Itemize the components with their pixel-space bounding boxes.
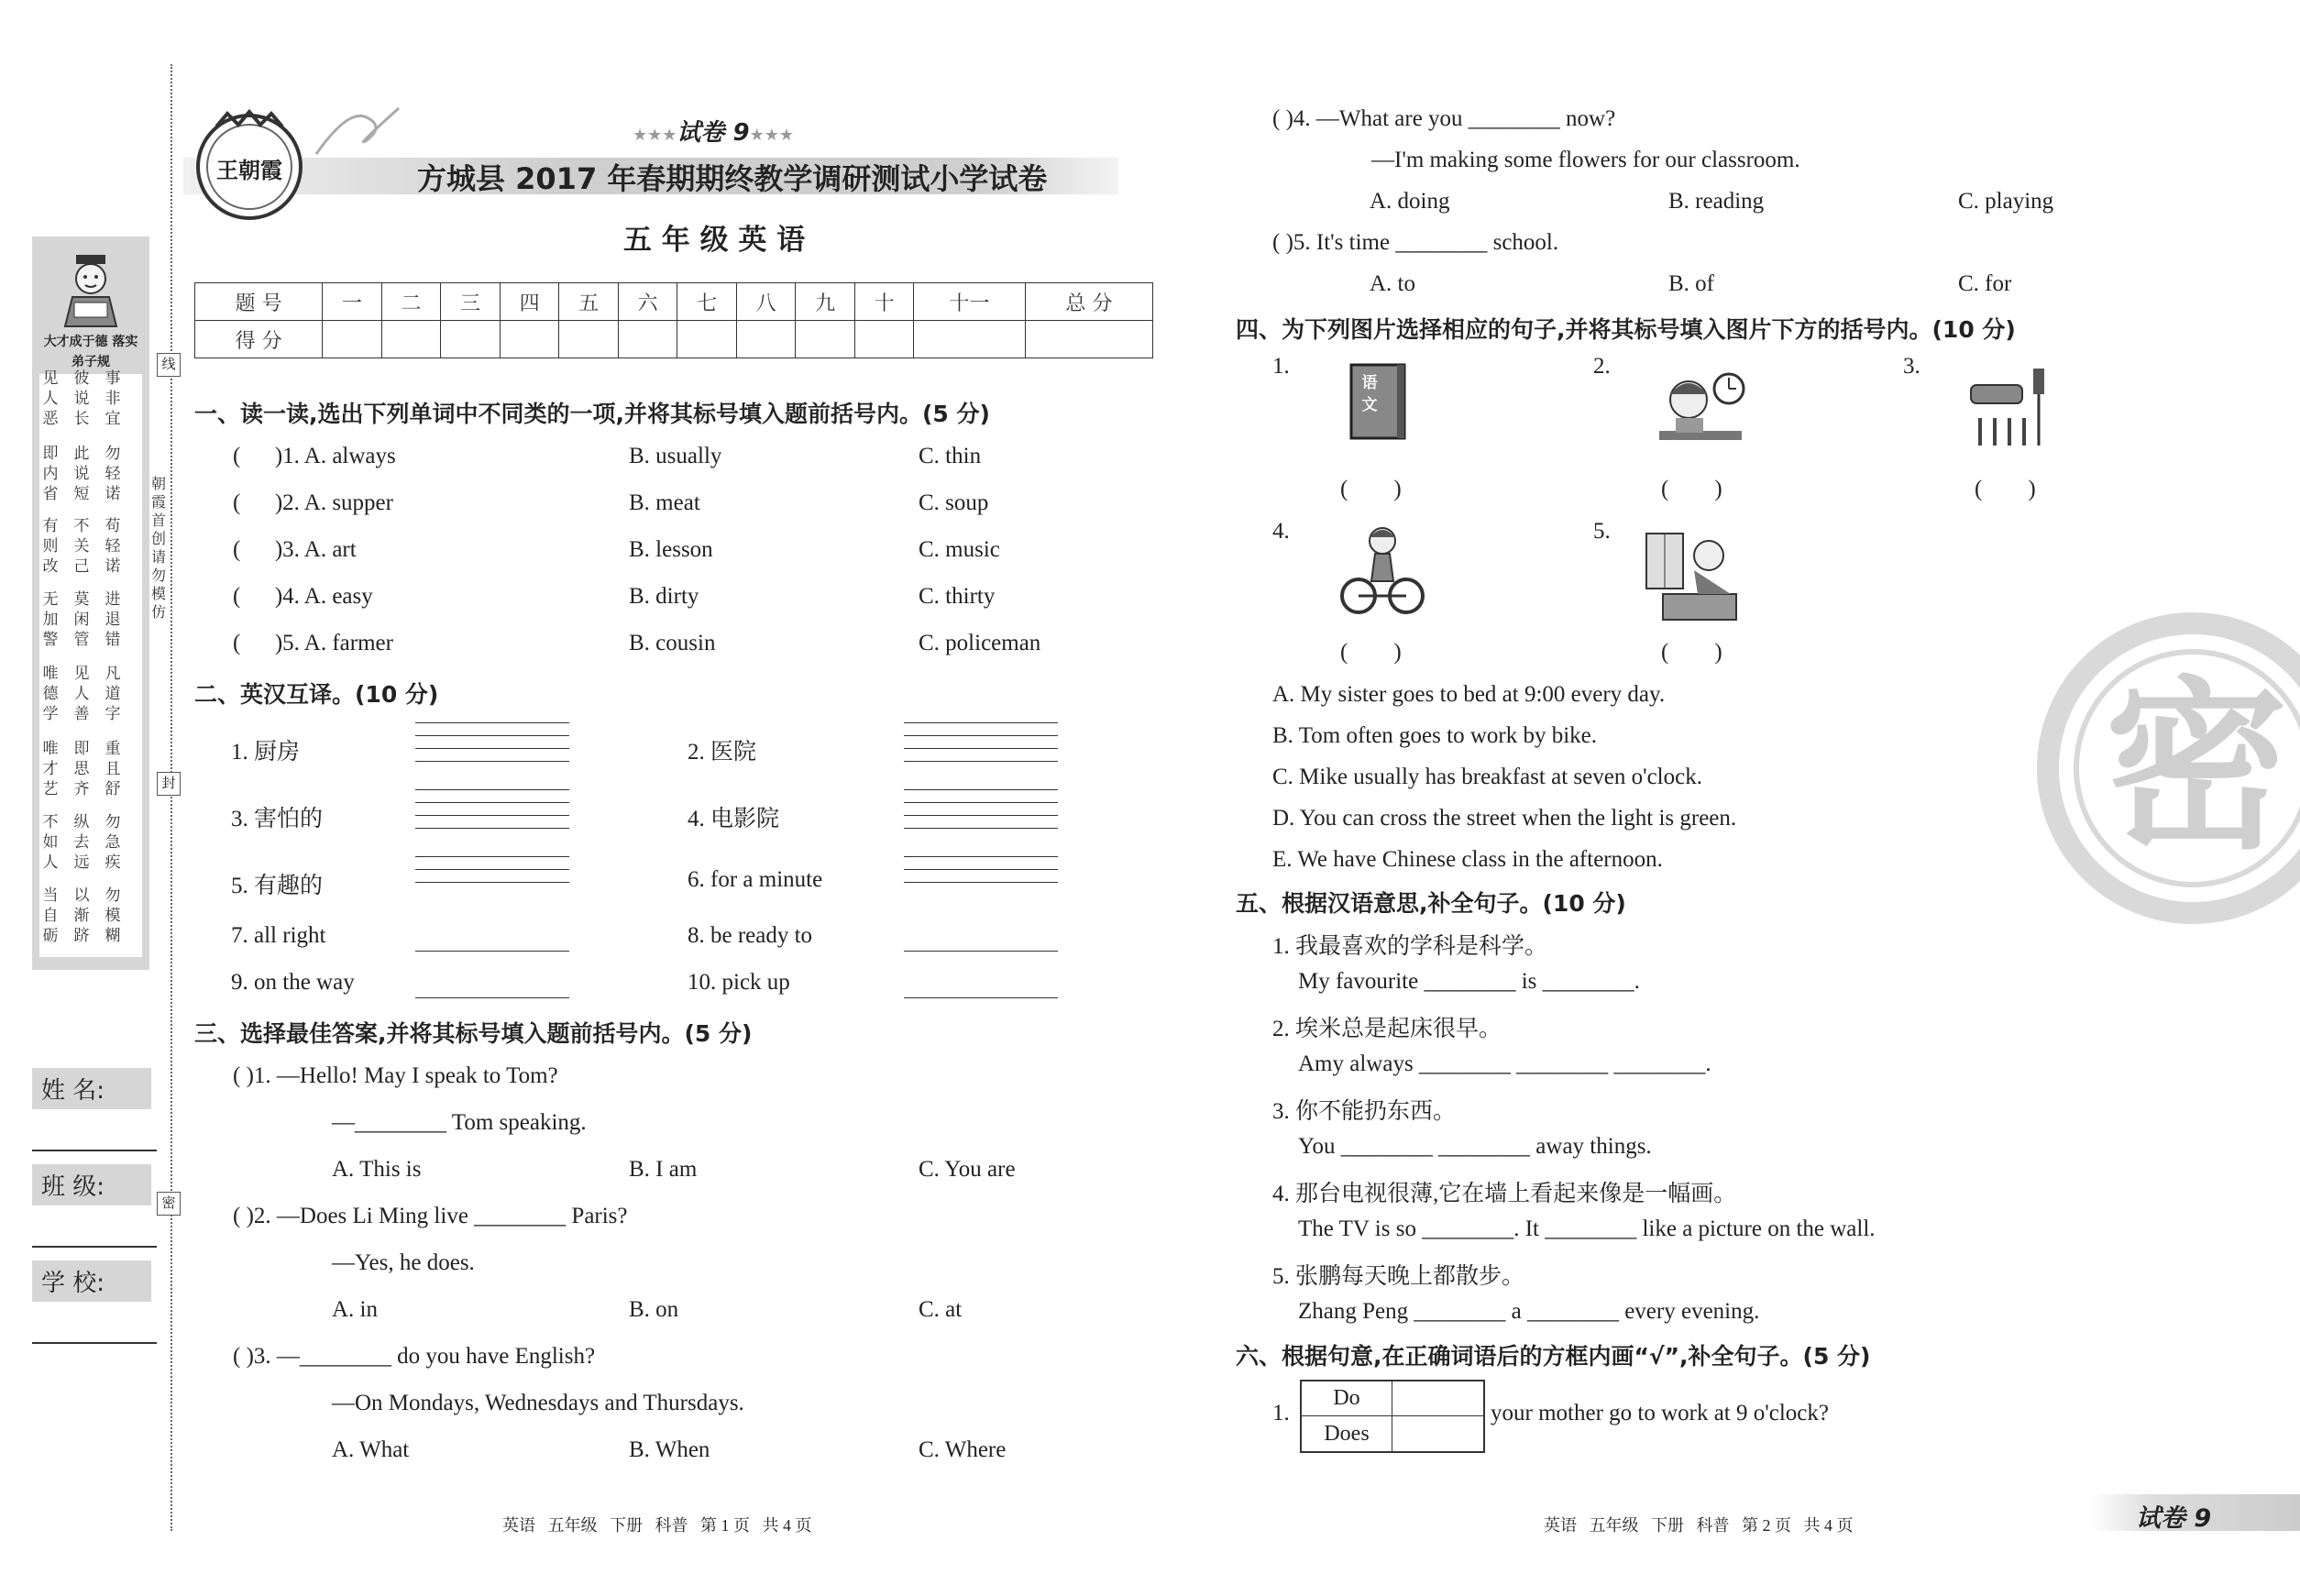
score-input-cell[interactable] [381, 321, 441, 358]
s2-answer-line-left[interactable] [415, 828, 569, 829]
score-header-cell: 八 [736, 283, 796, 321]
score-value-row [195, 321, 1153, 358]
motto-column: 彼说长 [73, 369, 90, 428]
s2-answer-line-right[interactable] [904, 882, 1058, 883]
s2-answer-line-right[interactable] [904, 869, 1058, 870]
motto-column: 见人恶 [42, 369, 59, 428]
q3-5-b[interactable]: B. of [1668, 271, 1714, 296]
class-line [32, 1246, 157, 1248]
section4-heading: 四、为下列图片选择相应的句子,并将其标号填入图片下方的括号内。(10 分) [1236, 316, 2016, 343]
s1-item-a[interactable]: ( )3. A. art [233, 537, 357, 562]
score-input-cell[interactable] [441, 321, 501, 358]
section1-heading: 一、读一读,选出下列单词中不同类的一项,并将其标号填入题前括号内。(5 分) [194, 401, 990, 427]
q3-5-c[interactable]: C. for [1958, 271, 2012, 296]
score-input-cell[interactable] [796, 321, 855, 358]
score-input-cell[interactable] [854, 321, 914, 358]
q3-2-stem: ( )2. —Does Li Ming live ________ Paris? [233, 1204, 628, 1228]
pic-num-4: 4. [1272, 519, 1290, 544]
confidential-stamp [2037, 612, 2300, 924]
footer-right: 英语 五年级 下册 科普 第 2 页 共 4 页 [1544, 1516, 1854, 1535]
q3-3-c[interactable]: C. Where [919, 1437, 1007, 1462]
pic-paren-5[interactable]: ( ) [1661, 640, 1722, 665]
s2-item-left: 5. 有趣的 [231, 874, 324, 898]
s2-answer-line-right[interactable] [904, 997, 1058, 998]
score-header-cell: 七 [677, 283, 737, 321]
q3-2-b[interactable]: B. on [629, 1297, 679, 1322]
s5-chinese: 3. 你不能扔东西。 [1272, 1099, 1457, 1124]
q3-4-a[interactable]: A. doing [1370, 189, 1450, 214]
fold-note: 朝霞首创 请勿模仿 [150, 475, 166, 621]
motto-column: 不如人 [42, 813, 59, 872]
page-title: 方城县 2017 年春期期终教学调研测试小学试卷 [417, 161, 1048, 196]
s2-answer-line-left[interactable] [415, 789, 569, 790]
class-field[interactable] [32, 1164, 157, 1248]
logo-badge [191, 108, 308, 226]
motto-column: 以渐跻 [73, 886, 90, 945]
s1-item-b[interactable]: B. usually [629, 444, 722, 468]
s6-checkbox-do[interactable] [1392, 1381, 1483, 1416]
s4-sentence: C. Mike usually has breakfast at seven o'clock. [1272, 765, 1702, 789]
paper-tag-text: 试卷 9 [677, 119, 750, 147]
seal-mark-1: 线 [157, 353, 181, 377]
s2-answer-line-right[interactable] [904, 951, 1058, 952]
pic-paren-1[interactable]: ( ) [1340, 477, 1402, 501]
motto-column: 即内省 [42, 445, 59, 503]
book-label: 语文 [1361, 374, 1378, 414]
score-input-cell[interactable] [323, 321, 382, 358]
score-header-cell: 十 [854, 283, 914, 321]
pic-paren-3[interactable]: ( ) [1975, 477, 2036, 501]
motto-column: 当自砺 [42, 886, 59, 945]
school-field[interactable] [32, 1260, 157, 1344]
s2-item-right: 8. be ready to [688, 923, 813, 948]
motto-banner: 大才成于德 落实弟子规 [43, 335, 138, 369]
score-header-cell: 一 [323, 283, 382, 321]
motto-column: 无加警 [42, 590, 59, 649]
s1-item-c[interactable]: C. soup [919, 490, 989, 515]
s1-item-c[interactable]: C. thirty [919, 584, 996, 609]
s4-sentence: A. My sister goes to bed at 9:00 every day. [1272, 682, 1666, 707]
footer-left: 英语 五年级 下册 科普 第 1 页 共 4 页 [502, 1516, 812, 1535]
s2-item-left: 3. 害怕的 [231, 807, 324, 831]
s2-answer-line-right[interactable] [904, 802, 1058, 803]
s2-answer-line-right[interactable] [904, 828, 1058, 829]
s2-answer-line-right[interactable] [904, 761, 1058, 762]
s2-answer-line-left[interactable] [415, 722, 569, 723]
stamp-char: 密 [2104, 661, 2288, 875]
motto-column: 莫闲管 [73, 590, 90, 649]
s1-item-a[interactable]: ( )4. A. easy [233, 584, 373, 609]
s2-answer-line-right[interactable] [904, 856, 1058, 857]
q3-4-c[interactable]: C. playing [1958, 189, 2054, 214]
s1-item-b[interactable]: B. lesson [629, 537, 713, 562]
s2-item-right: 2. 医院 [688, 740, 757, 765]
s6-opt-do: Do [1302, 1381, 1392, 1416]
s5-chinese: 4. 那台电视很薄,它在墙上看起来像是一幅画。 [1272, 1182, 1737, 1206]
footer-tag: 试卷 9 [2136, 1504, 2212, 1533]
s1-item-a[interactable]: ( )5. A. farmer [233, 631, 393, 655]
seal-mark-2: 封 [157, 772, 181, 796]
s5-english[interactable]: The TV is so ________. It ________ like a picture on the wall. [1298, 1216, 1876, 1241]
motto-column: 即思齐 [73, 740, 90, 798]
logo-text: 王朝霞 [216, 158, 282, 183]
s2-item-right: 4. 电影院 [688, 807, 780, 831]
q3-3-stem: ( )3. —________ do you have English? [233, 1344, 596, 1369]
name-label: 姓 名: [32, 1068, 151, 1109]
q3-2-a[interactable]: A. in [332, 1297, 378, 1322]
motto-column: 重且舒 [105, 740, 121, 798]
school-label: 学 校: [32, 1260, 151, 1302]
s6-rest: your mother go to work at 9 o'clock? [1491, 1401, 1829, 1425]
s2-answer-line-right[interactable] [904, 789, 1058, 790]
q3-4-reply: —I'm making some flowers for our classroom. [1371, 148, 1800, 172]
s4-sentence: E. We have Chinese class in the afternoon. [1272, 847, 1663, 872]
motto-column: 有则改 [42, 517, 59, 576]
s5-chinese: 2. 埃米总是起床很早。 [1272, 1017, 1502, 1041]
q3-4-stem: ( )4. —What are you ________ now? [1272, 106, 1616, 131]
s2-answer-line-right[interactable] [904, 748, 1058, 749]
pic-paren-4[interactable]: ( ) [1340, 640, 1402, 665]
s2-item-left: 1. 厨房 [231, 740, 301, 765]
street-crossing-picture [1962, 363, 2053, 451]
section3-heading: 三、选择最佳答案,并将其标号填入题前括号内。(5 分) [194, 1020, 753, 1047]
s1-item-c[interactable]: C. policeman [919, 631, 1041, 655]
motto-column: 勿轻诺 [105, 445, 121, 503]
section5-heading: 五、根据汉语意思,补全句子。(10 分) [1236, 890, 1626, 917]
motto-column: 事非宜 [105, 369, 121, 428]
score-header-cell: 三 [441, 283, 501, 321]
s2-answer-line-left[interactable] [415, 815, 569, 816]
q3-2-c[interactable]: C. at [919, 1297, 963, 1322]
s6-num: 1. [1272, 1401, 1290, 1425]
s2-answer-line-left[interactable] [415, 951, 569, 952]
scholar-illustration [49, 248, 133, 330]
q3-1-b[interactable]: B. I am [629, 1157, 698, 1182]
pic-num-2: 2. [1593, 354, 1611, 379]
score-input-cell[interactable] [618, 321, 677, 358]
q3-1-c[interactable]: C. You are [919, 1157, 1016, 1182]
q3-5-a[interactable]: A. to [1370, 271, 1415, 296]
breakfast-clock-picture [1641, 367, 1751, 451]
s5-english[interactable]: You ________ ________ away things. [1298, 1134, 1652, 1159]
motto-column: 进退错 [105, 590, 121, 649]
s2-answer-line-left[interactable] [415, 882, 569, 883]
s2-answer-line-left[interactable] [415, 748, 569, 749]
motto-column: 苟轻诺 [105, 517, 121, 576]
s6-opt-does: Does [1302, 1416, 1392, 1451]
s2-answer-line-left[interactable] [415, 761, 569, 762]
s5-chinese: 5. 张鹏每天晚上都散步。 [1272, 1264, 1525, 1289]
motto-column: 勿模糊 [105, 886, 121, 945]
bedtime-picture [1643, 530, 1745, 625]
q3-5-stem: ( )5. It's time ________ school. [1272, 230, 1559, 255]
ribbon-decoration [312, 99, 403, 163]
q3-2-reply: —Yes, he does. [332, 1250, 475, 1275]
s5-english[interactable]: Zhang Peng ________ a ________ every evening. [1298, 1299, 1760, 1324]
s2-answer-line-left[interactable] [415, 869, 569, 870]
paper-tag: ★★★试卷 9★★★ [633, 119, 794, 147]
score-header-cell: 四 [500, 283, 559, 321]
s1-item-c[interactable]: C. thin [919, 444, 982, 468]
s2-answer-line-left[interactable] [415, 997, 569, 998]
s2-answer-line-right[interactable] [904, 722, 1058, 723]
name-line [32, 1150, 157, 1151]
section6-heading: 六、根据句意,在正确词语后的方框内画“√”,补全句子。(5 分) [1236, 1343, 1871, 1370]
motto-column: 不关己 [73, 517, 90, 576]
page-subtitle: 五 年 级 英 语 [623, 224, 806, 257]
motto-column: 唯才艺 [42, 740, 59, 798]
score-header-row [195, 283, 1153, 321]
score-header-cell: 二 [381, 283, 441, 321]
score-input-cell[interactable] [559, 321, 619, 358]
score-input-cell[interactable] [677, 321, 737, 358]
score-input-cell[interactable] [914, 321, 1025, 358]
section2-heading: 二、英汉互译。(10 分) [194, 681, 439, 708]
score-input-cell[interactable] [1025, 321, 1152, 358]
s2-item-left: 9. on the way [231, 970, 355, 995]
s2-item-right: 6. for a minute [688, 867, 823, 892]
s2-answer-line-left[interactable] [415, 856, 569, 857]
s2-item-left: 7. all right [231, 923, 326, 948]
s1-item-a[interactable]: ( )1. A. always [233, 444, 396, 468]
score-table [194, 282, 1153, 358]
score-input-cell[interactable] [736, 321, 796, 358]
pic-num-3: 3. [1903, 354, 1920, 379]
s5-english[interactable]: My favourite ________ is ________. [1298, 969, 1640, 994]
pic-paren-2[interactable]: ( ) [1661, 477, 1722, 501]
fold-dotted-line [171, 64, 172, 1531]
s4-sentence: D. You can cross the street when the light is green. [1272, 806, 1737, 831]
s2-answer-line-left[interactable] [415, 735, 569, 736]
s6-checkbox-does[interactable] [1392, 1416, 1483, 1451]
s2-answer-line-right[interactable] [904, 735, 1058, 736]
q3-4-b[interactable]: B. reading [1668, 189, 1765, 214]
s5-english[interactable]: Amy always ________ ________ ________. [1298, 1051, 1711, 1076]
seal-mark-3: 密 [157, 1192, 181, 1216]
score-header-cell: 九 [796, 283, 855, 321]
motto-column: 此说短 [73, 445, 90, 503]
score-header-cell: 题 号 [195, 283, 323, 321]
bike-picture [1338, 523, 1426, 618]
s2-item-right: 10. pick up [688, 970, 790, 995]
score-header-cell: 十一 [914, 283, 1025, 321]
motto-column: 纵去远 [73, 813, 90, 872]
name-field[interactable] [32, 1068, 157, 1151]
q3-3-reply: —On Mondays, Wednesdays and Thursdays. [332, 1391, 744, 1415]
s2-answer-line-left[interactable] [415, 802, 569, 803]
s1-item-c[interactable]: C. music [919, 537, 1000, 562]
motto-column: 唯德学 [42, 665, 59, 723]
q3-1-reply: —________ Tom speaking. [332, 1110, 587, 1135]
motto-column: 凡道字 [105, 665, 121, 723]
q3-3-b[interactable]: B. When [629, 1437, 710, 1462]
s1-item-b[interactable]: B. meat [629, 490, 700, 515]
q3-1-a[interactable]: A. This is [332, 1157, 422, 1182]
score-input-cell[interactable] [500, 321, 559, 358]
s2-answer-line-right[interactable] [904, 815, 1058, 816]
s4-sentence: B. Tom often goes to work by bike. [1272, 723, 1598, 748]
q3-3-a[interactable]: A. What [332, 1437, 410, 1462]
book-picture [1348, 363, 1408, 442]
s1-item-a[interactable]: ( )2. A. supper [233, 490, 393, 515]
motto-column: 见人善 [73, 665, 90, 723]
score-label-cell: 得 分 [195, 321, 323, 358]
score-header-cell: 六 [618, 283, 677, 321]
s1-item-b[interactable]: B. dirty [629, 584, 699, 609]
class-label: 班 级: [32, 1164, 151, 1205]
s6-choice-box [1300, 1380, 1485, 1453]
pic-num-1: 1. [1272, 354, 1290, 379]
motto-column: 勿急疾 [105, 813, 121, 872]
s1-item-b[interactable]: B. cousin [629, 631, 716, 655]
school-line [32, 1342, 157, 1344]
pic-num-5: 5. [1593, 519, 1611, 544]
score-header-cell: 五 [559, 283, 619, 321]
q3-1-stem: ( )1. —Hello! May I speak to Tom? [233, 1063, 558, 1088]
s5-chinese: 1. 我最喜欢的学科是科学。 [1272, 934, 1548, 959]
score-header-cell: 总 分 [1025, 283, 1152, 321]
